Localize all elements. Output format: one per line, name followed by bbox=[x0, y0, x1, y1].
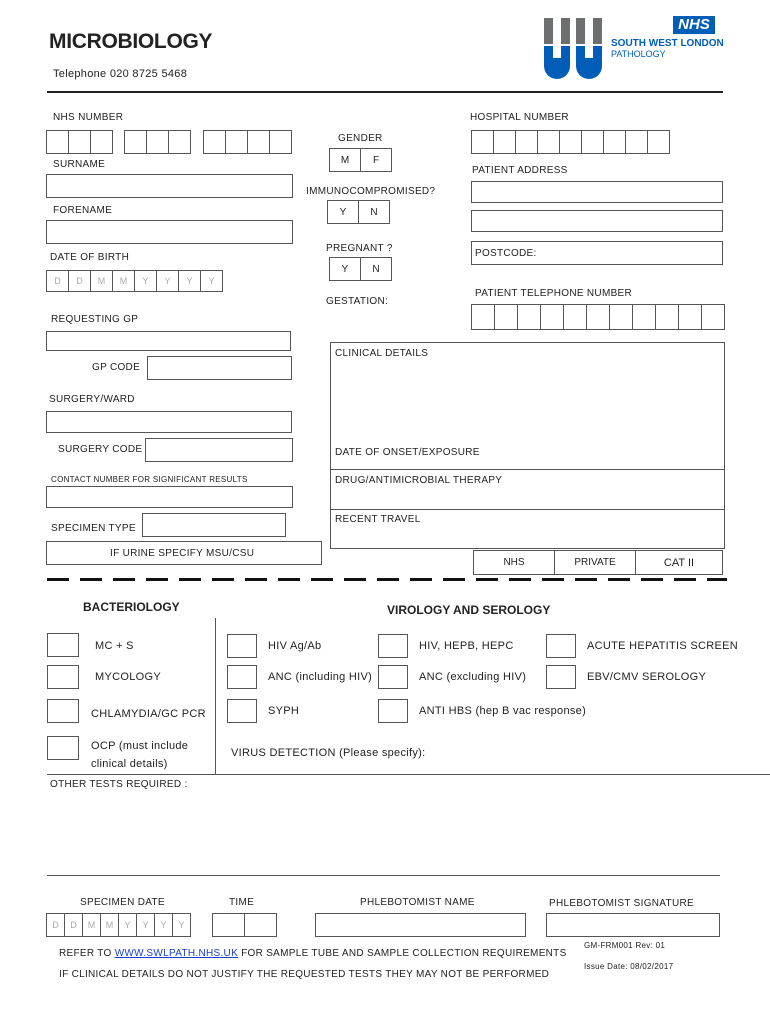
nhs-mark: NHS bbox=[673, 16, 715, 34]
ocp-label-line2: clinical details) bbox=[91, 758, 168, 770]
category-private[interactable]: PRIVATE bbox=[554, 550, 636, 575]
nhs-number-group-3[interactable] bbox=[203, 130, 291, 154]
specimen-date-cells[interactable]: D D M M Y Y Y Y bbox=[46, 913, 190, 937]
requesting-gp-input[interactable] bbox=[46, 331, 291, 351]
category-nhs[interactable]: NHS bbox=[473, 550, 555, 575]
refer-note bbox=[59, 948, 567, 959]
postcode-label: POSTCODE: bbox=[475, 248, 537, 259]
category-options[interactable] bbox=[473, 550, 722, 575]
recent-travel-label: RECENT TRAVEL bbox=[335, 514, 421, 525]
ocp-checkbox[interactable] bbox=[47, 736, 79, 760]
urine-specify-label: IF URINE SPECIFY MSU/CSU bbox=[110, 548, 255, 559]
mycology-label: MYCOLOGY bbox=[95, 671, 161, 683]
forename-label: FORENAME bbox=[53, 205, 113, 216]
gestation-label: GESTATION: bbox=[326, 296, 389, 307]
surname-input[interactable] bbox=[46, 174, 293, 198]
anc-excluding-hiv-label: ANC (excluding HIV) bbox=[419, 671, 527, 683]
category-cat-ii[interactable]: CAT II bbox=[635, 550, 723, 575]
time-label: TIME bbox=[229, 897, 255, 908]
nhs-number-label: NHS NUMBER bbox=[53, 112, 124, 123]
other-tests-label: OTHER TESTS REQUIRED : bbox=[50, 779, 188, 790]
pathology-emblem-icon bbox=[543, 16, 605, 82]
swl-pathology-logo bbox=[543, 14, 723, 84]
issue-date: Issue Date: 08/02/2017 bbox=[584, 962, 674, 971]
nhs-number-group-1[interactable] bbox=[46, 130, 112, 154]
specimen-type-input[interactable] bbox=[142, 513, 286, 537]
swlpath-link[interactable]: WWW.SWLPATH.NHS.UK bbox=[114, 948, 239, 959]
acute-hepatitis-label: ACUTE HEPATITIS SCREEN bbox=[587, 640, 739, 652]
hiv-hepb-hepc-label: HIV, HEPB, HEPC bbox=[419, 640, 514, 652]
dob-label: DATE OF BIRTH bbox=[50, 252, 130, 263]
page-title: MICROBIOLOGY bbox=[49, 30, 213, 53]
gender-m[interactable]: M bbox=[329, 148, 361, 172]
chlamydia-checkbox[interactable] bbox=[47, 699, 79, 723]
anc-including-hiv-label: ANC (including HIV) bbox=[268, 671, 373, 683]
acute-hepatitis-checkbox[interactable] bbox=[546, 634, 576, 658]
org-name-line2: PATHOLOGY bbox=[611, 49, 666, 59]
ebv-cmv-label: EBV/CMV SEROLOGY bbox=[587, 671, 707, 683]
clinical-details-label: CLINICAL DETAILS bbox=[335, 348, 429, 359]
header-divider bbox=[47, 91, 723, 93]
phlebotomist-signature-label: PHLEBOTOMIST SIGNATURE bbox=[549, 898, 694, 909]
immuno-y[interactable]: Y bbox=[327, 200, 359, 224]
hiv-ag-ab-label: HIV Ag/Ab bbox=[268, 640, 322, 652]
phlebotomist-signature-input[interactable] bbox=[546, 913, 720, 937]
anc-including-hiv-checkbox[interactable] bbox=[227, 665, 257, 689]
virus-detection-label: VIRUS DETECTION (Please specify): bbox=[231, 747, 426, 759]
anc-excluding-hiv-checkbox[interactable] bbox=[378, 665, 408, 689]
anti-hbs-checkbox[interactable] bbox=[378, 699, 408, 723]
refer-suffix: FOR SAMPLE TUBE AND SAMPLE COLLECTION REQUIREMENTS bbox=[238, 948, 567, 959]
immunocompromised-options[interactable] bbox=[327, 200, 389, 224]
hiv-hepb-hepc-checkbox[interactable] bbox=[378, 634, 408, 658]
pregnant-options[interactable] bbox=[329, 257, 391, 281]
surgery-code-label: SURGERY CODE bbox=[58, 444, 143, 455]
clinical-warning: IF CLINICAL DETAILS DO NOT JUSTIFY THE REQUESTED TESTS THEY MAY NOT BE PERFORMED bbox=[59, 969, 550, 980]
virology-heading: VIROLOGY AND SEROLOGY bbox=[387, 603, 551, 617]
immunocompromised-label: IMMUNOCOMPROMISED? bbox=[306, 186, 436, 197]
mc-s-label: MC + S bbox=[95, 640, 134, 652]
gp-code-input[interactable] bbox=[147, 356, 292, 380]
telephone-text: Telephone 020 8725 5468 bbox=[53, 68, 188, 80]
patient-telephone-label: PATIENT TELEPHONE NUMBER bbox=[475, 288, 633, 299]
contact-number-input[interactable] bbox=[46, 486, 293, 508]
hospital-number-label: HOSPITAL NUMBER bbox=[470, 112, 569, 123]
patient-address-label: PATIENT ADDRESS bbox=[472, 165, 568, 176]
chlamydia-label: CHLAMYDIA/GC PCR bbox=[91, 708, 206, 720]
section-vertical-divider bbox=[215, 618, 216, 775]
gender-options[interactable] bbox=[329, 148, 391, 172]
requesting-gp-label: REQUESTING GP bbox=[51, 314, 139, 325]
surgery-code-input[interactable] bbox=[145, 438, 293, 462]
patient-telephone-cells[interactable] bbox=[471, 304, 724, 330]
phlebotomist-name-label: PHLEBOTOMIST NAME bbox=[360, 897, 475, 908]
drug-therapy-label: DRUG/ANTIMICROBIAL THERAPY bbox=[335, 475, 503, 486]
specimen-date-label: SPECIMEN DATE bbox=[80, 897, 165, 908]
org-name-line1: SOUTH WEST LONDON bbox=[611, 38, 724, 49]
section-divider-dashed bbox=[47, 578, 727, 581]
gender-label: GENDER bbox=[338, 133, 383, 144]
syph-checkbox[interactable] bbox=[227, 699, 257, 723]
surgery-ward-input[interactable] bbox=[46, 411, 292, 433]
address-line-2[interactable] bbox=[471, 210, 723, 232]
footer-divider bbox=[47, 875, 720, 876]
other-tests-top-line bbox=[47, 774, 770, 775]
refer-prefix: REFER TO bbox=[59, 948, 115, 959]
specimen-type-label: SPECIMEN TYPE bbox=[51, 523, 136, 534]
ocp-label-line1: OCP (must include bbox=[91, 740, 189, 752]
other-tests-area[interactable] bbox=[47, 795, 720, 873]
phlebotomist-name-input[interactable] bbox=[315, 913, 526, 937]
dob-cells[interactable]: D D M M Y Y Y Y bbox=[46, 270, 222, 292]
address-line-1[interactable] bbox=[471, 181, 723, 203]
anti-hbs-label: ANTI HBS (hep B vac response) bbox=[419, 705, 587, 717]
hospital-number-cells[interactable] bbox=[471, 130, 669, 154]
contact-number-label: CONTACT NUMBER FOR SIGNIFICANT RESULTS bbox=[51, 475, 248, 484]
nhs-number-group-2[interactable] bbox=[124, 130, 190, 154]
pregnant-y[interactable]: Y bbox=[329, 257, 361, 281]
surgery-ward-label: SURGERY/WARD bbox=[49, 394, 135, 405]
form-reference: GM-FRM001 Rev: 01 bbox=[584, 941, 666, 950]
ebv-cmv-checkbox[interactable] bbox=[546, 665, 576, 689]
date-onset-label: DATE OF ONSET/EXPOSURE bbox=[335, 447, 480, 458]
mc-s-checkbox[interactable] bbox=[47, 633, 79, 657]
mycology-checkbox[interactable] bbox=[47, 665, 79, 689]
forename-input[interactable] bbox=[46, 220, 293, 244]
pregnant-n[interactable]: N bbox=[360, 257, 392, 281]
immuno-n[interactable]: N bbox=[358, 200, 390, 224]
gender-f[interactable]: F bbox=[360, 148, 392, 172]
pregnant-label: PREGNANT ? bbox=[326, 243, 393, 254]
gp-code-label: GP CODE bbox=[92, 362, 141, 373]
surname-label: SURNAME bbox=[53, 159, 106, 170]
bacteriology-heading: BACTERIOLOGY bbox=[83, 600, 180, 614]
hiv-ag-ab-checkbox[interactable] bbox=[227, 634, 257, 658]
time-cells[interactable] bbox=[212, 913, 276, 937]
syph-label: SYPH bbox=[268, 705, 300, 717]
